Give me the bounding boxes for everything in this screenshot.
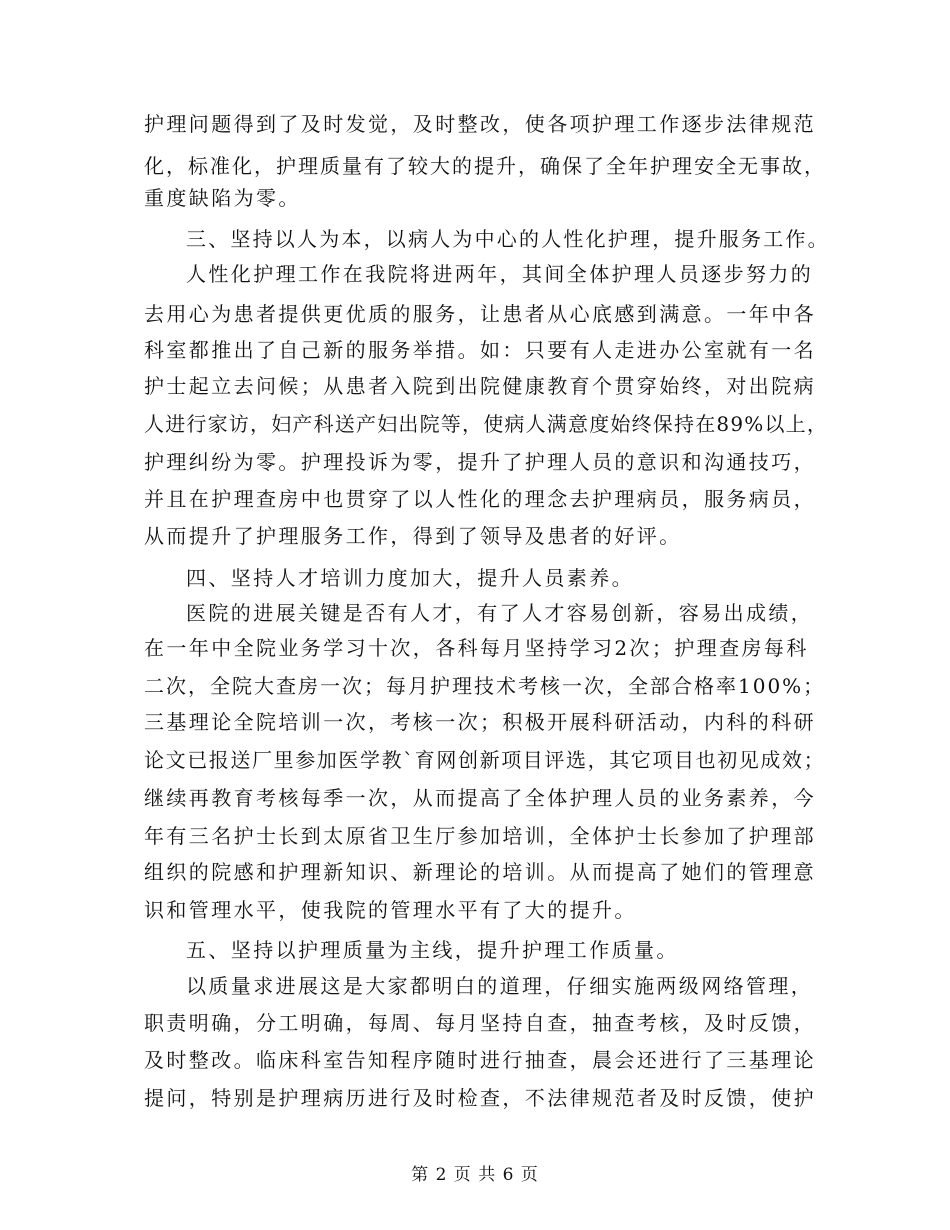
text-line: 职责明确，分工明确，每周、每月坚持自查，抽查考核，及时反馈， (144, 1011, 816, 1035)
text-line: 以质量求进展这是大家都明白的道理，仔细实施两级网络管理， (186, 974, 814, 998)
section-heading: 四、坚持人才培训力度加大，提升人员素养。 (186, 566, 634, 590)
text-line: 论文已报送厂里参加医学教`育网创新项目评选，其它项目也初见成效； (144, 748, 826, 772)
text-line: 护理纠纷为零。护理投诉为零，提升了护理人员的意识和沟通技巧， (144, 450, 816, 474)
text-line: 人进行家访，妇产科送产妇出院等，使病人满意度始终保持在89%以上， (144, 412, 829, 436)
text-line: 年有三名护士长到太原省卫生厅参加培训，全体护士长参加了护理部 (144, 824, 816, 848)
section-heading: 三、坚持以人为本，以病人为中心的人性化护理，提升服务工作。 (186, 227, 830, 251)
text-line: 及时整改。临床科室告知程序随时进行抽查，晨会还进行了三基理论 (144, 1048, 816, 1072)
text-line: 去用心为患者提供更优质的服务，让患者从心底感到满意。一年中各 (144, 302, 816, 326)
text-line: 二次，全院大查房一次；每月护理技术考核一次，全部合格率100%； (144, 674, 826, 698)
text-line: 重度缺陷为零。 (144, 186, 301, 210)
text-line: 科室都推出了自己新的服务举措。如：只要有人走进办公室就有一名 (144, 338, 816, 362)
text-line: 三基理论全院培训一次，考核一次；积极开展科研活动，内科的科研 (144, 710, 816, 734)
text-line: 识和管理水平，使我院的管理水平有了大的提升。 (144, 898, 637, 922)
text-line: 护士起立去问候；从患者入院到出院健康教育个贯穿始终，对出院病 (144, 374, 816, 398)
text-line: 提问，特别是护理病历进行及时检查，不法律规范者及时反馈，使护 (144, 1086, 816, 1110)
text-line: 在一年中全院业务学习十次，各科每月坚持学习2次；护理查房每科 (144, 636, 809, 660)
page-footer: 第 2 页 共 6 页 (411, 1165, 539, 1185)
text-line: 并且在护理查房中也贯穿了以人性化的理念去护理病员，服务病员， (144, 487, 816, 511)
text-line: 护理问题得到了及时发觉，及时整改，使各项护理工作逐步法律规范 (144, 112, 816, 136)
section-heading: 五、坚持以护理质量为主线，提升护理工作质量。 (186, 938, 679, 962)
text-line: 人性化护理工作在我院将进两年，其间全体护理人员逐步努力的 (186, 262, 814, 286)
text-line: 从而提升了护理服务工作，得到了领导及患者的好评。 (144, 524, 682, 548)
text-line: 医院的进展关键是否有人才，有了人才容易创新，容易出成绩， (186, 601, 814, 625)
text-line: 组织的院感和护理新知识、新理论的培训。从而提高了她们的管理意 (144, 860, 816, 884)
text-line: 化，标准化，护理质量有了较大的提升，确保了全年护理安全无事故， (144, 154, 826, 178)
text-line: 继续再教育考核每季一次，从而提高了全体护理人员的业务素养，今 (144, 786, 816, 810)
